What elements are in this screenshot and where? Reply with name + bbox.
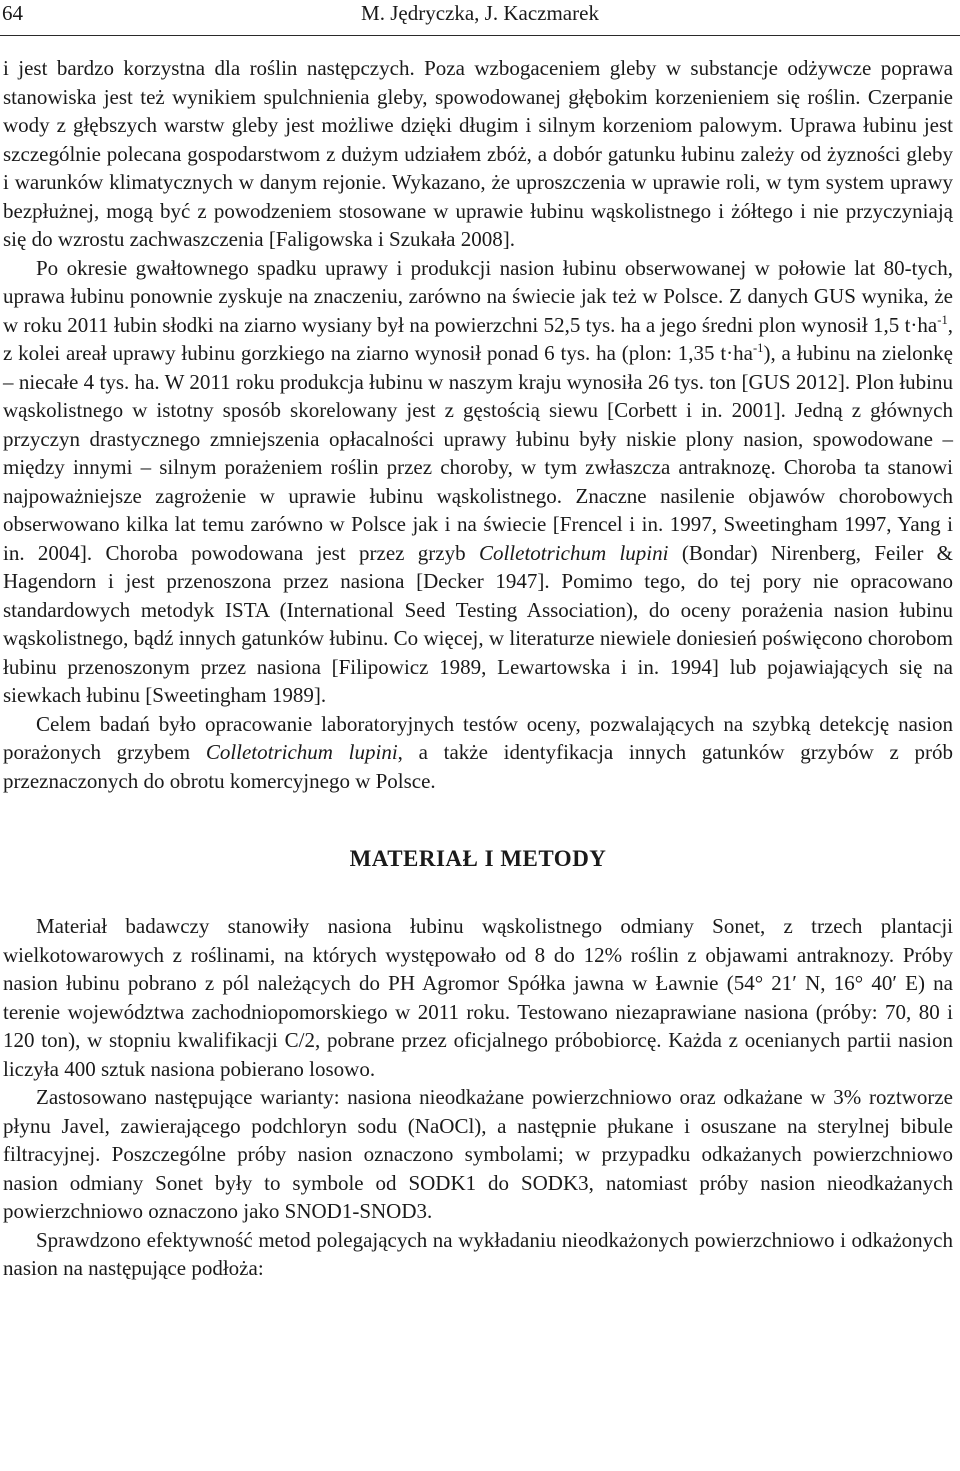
superscript-unit: -1	[752, 341, 764, 356]
paragraph-2-part-d: (Bondar) Nirenberg, Feiler & Hagendorn i jest przenoszona przez nasiona [Decker 1947]. Pomimo tego, do tej pory nie opracowano standardowych metodyk ISTA (International Seed Testing Association), do oceny porażenia nasion łubinu wąskolistnego, bądź innych gatunków łubinu. Co więcej, w literaturze niewiele doniesień poświęcono chorobom łubinu przenoszonym przez nasiona [Filipowicz 1989, Lewartowska i in. 1994] lub pojawiających się na siewkach łubinu [Sweetingham 1989].	[3, 540, 953, 707]
paragraph-3-part-b: , a także identyfikacja innych gatunków grzybów z prób przeznaczonych do obrotu komercyjnego w Polsce.	[3, 740, 953, 793]
paragraph-1: i jest bardzo korzystna dla roślin następczych. Poza wzbogaceniem gleby w substancje odżywcze poprawa stanowiska jest też wynikiem spulchnienia gleby, spowodowanej głębokim korzenieniem się roślin. Czerpanie wody z głębszych warstw gleby jest możliwe dzięki długim i silnym korzeniom palowym. Uprawa łubinu jest szczególnie polecana gospodarstwom z dużym udziałem zbóż, a dobór gatunku łubinu zależy od żyzności gleby i warunków klimatycznych w danym rejonie. Wykazano, że uproszczenia w uprawie roli, w tym system uprawy bezpłużnej, mogą być z powodzeniem stosowane w uprawie łubinu wąskolistnego i żółtego i nie przyczyniają się do wzrostu zachwaszczenia [Faligowska i Szukała 2008].	[3, 56, 953, 251]
species-name-italic: Colletotrichum lupini	[205, 740, 398, 764]
paragraph-2-part-b: , z kolei areał uprawy łubinu gorzkiego na ziarno wynosił ponad 6 tys. ha (plon: 1,35 t·ha	[3, 312, 953, 365]
running-head-authors: M. Jędryczka, J. Kaczmarek	[361, 1, 599, 25]
body-text	[3, 54, 953, 1283]
paragraph-6: Sprawdzono efektywność metod polegających na wykładaniu nieodkażonych powierzchniowo i odkażonych nasion na następujące podłoża:	[3, 1227, 953, 1280]
paragraph-4: Materiał badawczy stanowiły nasiona łubinu wąskolistnego odmiany Sonet, z trzech plantacji wielkotowarowych z roślinami, na których występowało od 8 do 12% roślin z objawami antraknozy. Próby nasion łubinu pobrano z pól należących do PH Agromor Spółka jawna w Ławnie (54° 21′ N, 16° 40′ E) na terenie województwa zachodniopomorskiego w 2011 roku. Testowano niezaprawiane nasiona (próby: 70, 80 i 120 ton), w stopniu kwalifikacji C/2, pobrane przez oficjalnego próbobiorcę. Każda z ocenianych partii nasion liczyła 400 sztuk nasiona pobierano losowo.	[3, 914, 953, 1081]
paragraph-3	[3, 710, 953, 796]
section-heading: MATERIAŁ I METODY	[349, 846, 607, 871]
paragraph-3-part-a: Celem badań było opracowanie laboratoryjnych testów oceny, pozwalających na szybką detekcję nasion porażonych grzybem	[3, 711, 953, 764]
paragraph-2-part-a: Po okresie gwałtownego spadku uprawy i produkcji nasion łubinu obserwowanej w połowie lat 80-tych, uprawa łubinu ponownie zyskuje na znaczeniu, zarówno na świecie jak też w Polsce. Z danych GUS wynika, że w roku 2011 łubin słodki na ziarno wysiany był na powierzchni 52,5 tys. ha a jego średni plon wynosił 1,5 t·ha	[3, 255, 953, 337]
page-header	[0, 0, 960, 36]
page-number: 64	[2, 1, 23, 25]
header-rule	[0, 35, 960, 36]
superscript-unit: -1	[937, 312, 948, 327]
paragraph-5: Zastosowano następujące warianty: nasiona nieodkażane powierzchniowo oraz odkażane w 3% roztworze płynu Javel, zawierającego podchloryn sodu (NaOCl), a następnie płukane i osuszane na sterylnej bibule filtracyjnej. Poszczególne próby nasion oznaczono symbolami; w przypadku odkażanych powierzchniowo nasion odmiany Sonet były to symbole od SODK1 do SODK3, natomiast próby nasion nieodkażanych powierzchniowo oznaczono jako SNOD1-SNOD3.	[3, 1085, 953, 1223]
species-name-italic: Colletotrichum lupini	[478, 540, 669, 565]
paragraph-2	[3, 254, 953, 710]
paragraph-2-part-c: ), a łubinu na zielonkę – niecałe 4 tys. ha. W 2011 roku produkcja łubinu w naszym kraju wynosiła 26 tys. ton [GUS 2012]. Plon łubinu wąskolistnego w istotny sposób skorelowany jest z gęstością siewu [Corbett i in. 2001]. Jedną z głównych przyczyn drastycznego zmniejszenia opłacalności uprawy łubinu były niskie plony nasion, spowodowane – między innymi – silnym porażeniem roślin przez choroby, w tym zwłaszcza antraknozę. Choroba ta stanowi najpoważniejsze zagrożenie w uprawie łubinu wąskolistnego. Znaczne nasilenie objawów chorobowych obserwowano kilka lat temu zarówno w Polsce jak i na świecie [Frencel i in. 1997, Sweetingham 1997, Yang i in. 2004]. Choroba powodowana jest przez grzyb	[3, 341, 954, 565]
